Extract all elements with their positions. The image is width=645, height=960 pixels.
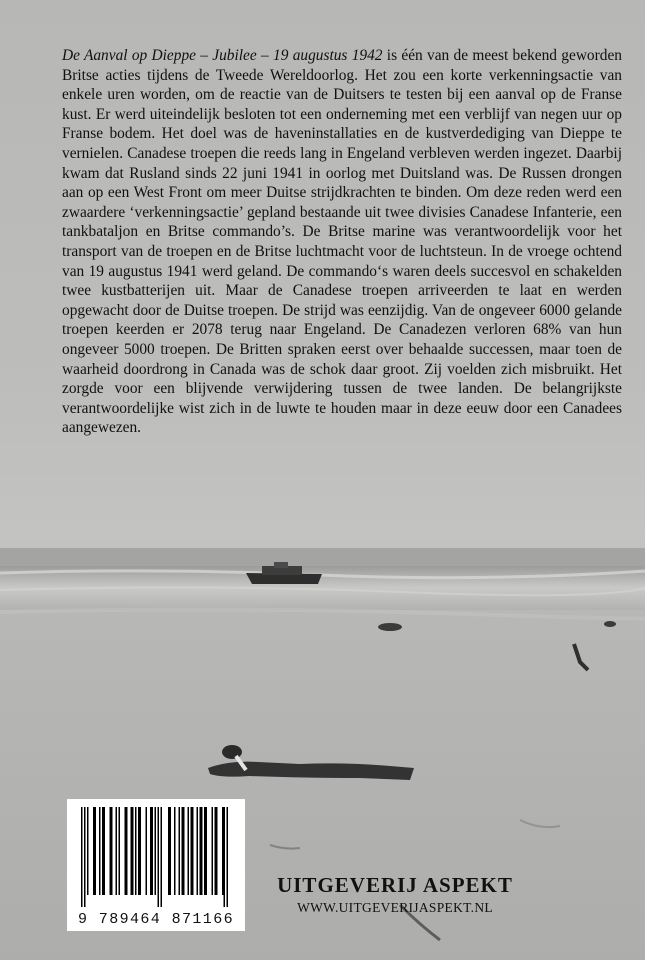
debris-mark [604,621,616,627]
barcode-bar [215,807,218,895]
blurb-book-title: De Aanval op Dieppe – Jubilee – 19 augustus 1942 [62,47,383,64]
barcode-bar [182,807,185,895]
barcode-bar [168,807,171,895]
barcode-bar [227,807,229,907]
barcode-bar [191,807,194,895]
barcode-bar [138,807,141,895]
barcode-bar [110,807,113,895]
barcode-bar [155,807,157,895]
publisher-website: WWW.UITGEVERIJASPEKT.NL [297,900,493,915]
barcode-bar [224,807,226,907]
barcode-bars [67,799,245,909]
debris-mark [378,623,402,631]
barcode-bar [87,807,89,895]
isbn-barcode [67,799,245,931]
barcode-bar [197,807,199,895]
barcode-bar [135,807,137,895]
barcode-bar [81,807,83,907]
isbn-number: 9 789464 871166 [77,911,235,928]
barcode-bar [174,807,176,895]
publisher-name: UITGEVERIJ ASPEKT [277,873,513,897]
post-mark [574,644,588,670]
barcode-bar [102,807,105,895]
barcode-bar [119,807,121,895]
back-cover-blurb [62,46,622,438]
barcode-bar [222,807,224,895]
barcode-bar [125,807,128,895]
barcode-bar [179,807,181,895]
barcode-bar [158,807,160,907]
barcode-bar [188,807,190,895]
barcode-bar [99,807,101,895]
barcode-bar [146,807,148,895]
barcode-bar [150,807,153,895]
barcode-bar [116,807,118,895]
barcode-bar [93,807,96,895]
barcode-bar [84,807,86,907]
barcode-bar [131,807,134,895]
barcode-bar [212,807,214,895]
barcode-bar [161,807,163,907]
barcode-bar [204,807,207,895]
fallen-soldier [208,745,414,780]
barcode-bar [200,807,203,895]
blurb-body: is één van de meest bekend geworden Britse acties tijdens de Tweede Wereldoorlog. Het zou een korte verkenningsactie van enkele uren worden, om de reactie van de Duitsers te testen bij een aanval op de Franse kust. Er werd uiteindelijk besloten tot een onderneming met een verblijf van negen uur op Franse bodem. Het doel was de haveninstallaties en de kustverdediging van Dieppe te vernielen. Canadese troepen die reeds lang in Engeland verbleven werden ingezet. Daarbij kwam dat Rusland sinds 22 juni 1941 in oorlog met Duitsland was. De Russen drongen aan op een West Front om meer Duitse strijdkrachten te binden. Om deze reden werd een zwaardere ‘verkenningsactie’ gepland bestaande uit twee divisies Canadese Infanterie, een tankbataljon en Britse commando’s. De Britse marine was verantwoordelijk voor het transport van de troepen en de Britse luchtmacht voor de luchtsteun. In de vroege ochtend van 19 augustus 1941 werd geland. De commando‘s waren deels succesvol en schakelden twee kustbatterijen uit. Maar de Canadese troepen arriveerden te laat en werden opgewacht door de Duitse troepen. De strijd was eenzijdig. Van de ongeveer 6000 gelande troepen keerden er 2078 terug naar Engeland. De Canadezen verloren 68% van hun ongeveer 5000 troepen. De Britten spraken eerst over behaalde successen, maar toen de waarheid doordrong in Canada was de schok daar groot. Zij voelden zich misbruikt. Het zorgde voor een blijvende verwijdering tussen de twee landen. De belangrijkste verantwoordelijke wist zich in de luwte te houden maar in deze eeuw door een Canadees aangewezen. [62,47,622,437]
